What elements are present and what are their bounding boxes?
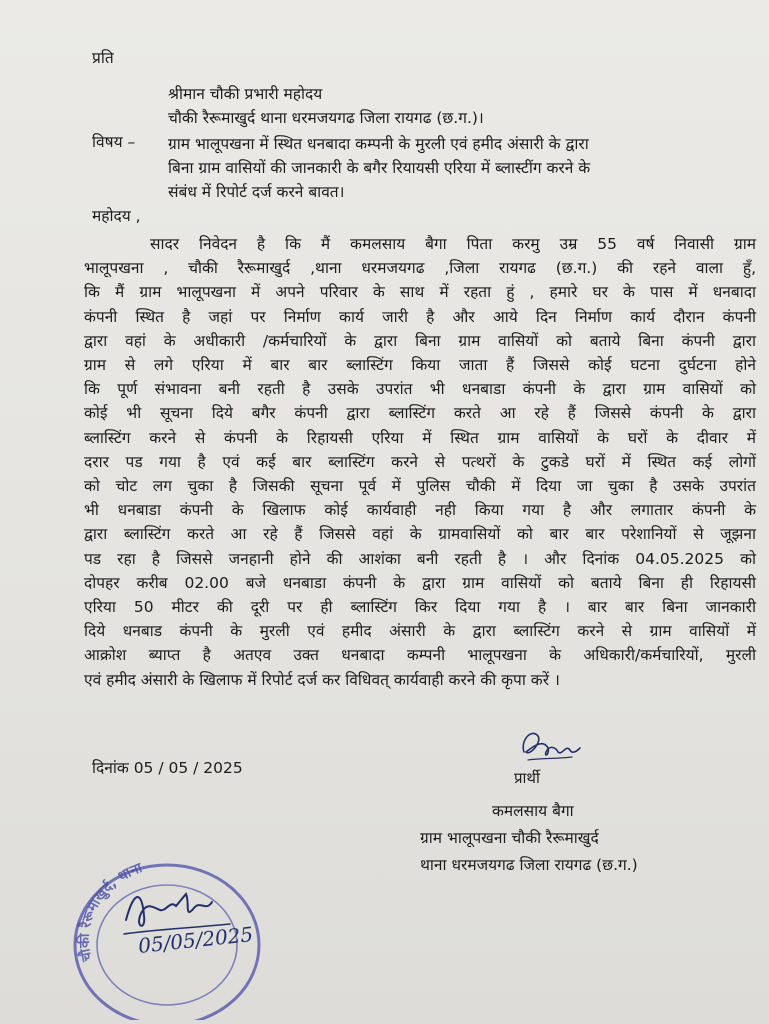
applicant-label: प्रार्थी (514, 769, 540, 787)
subject-line: बिना ग्राम वासियों की जानकारी के बगैर रियायसी एरिया में ब्लास्टींग करने के (168, 159, 591, 177)
applicant-address-1: ग्राम भालूपखना चौकी रैरूमाखुर्द (420, 829, 599, 847)
body-line: ब्लास्टिंग करने से कंपनी के रिहायसी एरिया में स्थित ग्राम वासियों के घरों के दीवार में (84, 428, 756, 447)
recipient-line-1: श्रीमान चौकी प्रभारी महोदय (168, 85, 323, 103)
subject-text (168, 132, 738, 204)
body-line: को चोट लग चुका है जिसकी सूचना पूर्व में पुलिस चौकी में दिया जा चुका है उसके उपरांत (84, 477, 756, 496)
body-line: एरिया 50 मीटर की दूरी पर ही ब्लास्टिंग किर दिया गया है । बार बार बिना जानकारी (84, 598, 756, 617)
subject-line: संबंध में रिपोर्ट दर्ज करने बावत। (168, 183, 345, 201)
body-line: सादर निवेदन है कि मैं कमलसाय बैगा पिता करमु उम्र 55 वर्ष निवासी ग्राम (150, 235, 756, 253)
prati-label: प्रति (92, 49, 114, 67)
body-line: द्वारा ब्लास्टिंग करते आ रहे हैं जिससे वहां के ग्रामवासियों को बार बार परेशानियों से जूझना (84, 525, 756, 544)
body-line: कि पूर्ण संभावना बनी रहती है उसके उपरांत भी धनबाडा कंपनी के द्वारा ग्राम वासियों को (84, 380, 756, 399)
body-line: द्वारा वहां के अधीकारी /कर्मचारियों के द्वारा बिना ग्राम वासियों को बताये बिना कंपनी द्वारा (84, 331, 756, 350)
recipient-line-2: चौकी रैरूमाखुर्द थाना धरमजयगढ जिला रायगढ (छ.ग.)। (168, 109, 484, 127)
body-line: आक्रोश ब्याप्त है अतएव उक्त धनबादा कम्पनी भालूपखना के अधिकारी/कर्मचारियों, मुरली (84, 646, 756, 665)
body-line: दोपहर करीब 02.00 बजे धनबाडा कंपनी के द्वारा ग्राम वासियों को बताये बिना ही रिहायसी (84, 573, 756, 592)
body-line: पड रहा है जिससे जनहानी होने की आशंका बनी रहती है । और दिनांक 04.05.2025 को (84, 549, 756, 568)
applicant-name: कमलसाय बैगा (492, 802, 574, 820)
body-line: कंपनी स्थित है जहां पर निर्माण कार्य जारी है और आये दिन निर्माण कार्य दौरान कंपनी (84, 307, 756, 326)
applicant-address-2: थाना धरमजयगढ जिला रायगढ (छ.ग.) (420, 856, 638, 874)
receipt-date: 05/05/2025 (137, 922, 255, 958)
subject-label: विषय – (92, 133, 136, 151)
body-line: दरार पड गया है एवं कई बार ब्लास्टिंग करने से पत्थरों के टुकडे घरों में स्थित कई लोगों (84, 452, 756, 471)
body-line: दिये धनबाड कंपनी के मुरली एवं हमीद अंसारी के द्वारा ब्लास्टिंग करने से ग्राम वासियों में (84, 622, 756, 641)
body-line: भालूपखना , चौकी रैरूमाखुर्द ,थाना धरमजयगढ ,जिला रायगढ (छ.ग.) की रहने वाला हुँ, (84, 259, 756, 278)
body-line: कोई भी सूचना दिये बगैर कंपनी द्वारा ब्लास्टिंग करते आ रहे हैं जिससे कंपनी के द्वारा (84, 404, 756, 423)
salutation: महोदय , (92, 207, 141, 225)
applicant-signature (510, 722, 590, 770)
subject-line: ग्राम भालूपखना में स्थित धनबादा कम्पनी के मुरली एवं हमीद अंसारी के द्वारा (168, 135, 589, 153)
body-line: कि मैं ग्राम भालूपखना में अपने परिवार के साथ में रहता हुं , हमारे घर के पास में धनबादा (84, 283, 756, 302)
body-line: भी धनबाडा कंपनी के खिलाफ कोई कार्यवाही नही किया गया है और लगातार कंपनी के (84, 501, 756, 520)
letter-body (84, 232, 756, 692)
applicant-block (420, 798, 720, 879)
body-line: एवं हमीद अंसारी के खिलाफ में रिपोर्ट दर्ज कर विधिवत् कार्यवाही करने की कृपा करें । (84, 670, 560, 689)
letter-date: दिनांक 05 / 05 / 2025 (92, 759, 243, 777)
body-line: ग्राम से लगे एरिया में बार बार ब्लास्टिंग किया जाता हैं जिससे कोई घटना दुर्घटना होने (84, 356, 756, 375)
stamp-ring-text: चौकी रैरूमाखुर्द, थाना (76, 860, 145, 963)
